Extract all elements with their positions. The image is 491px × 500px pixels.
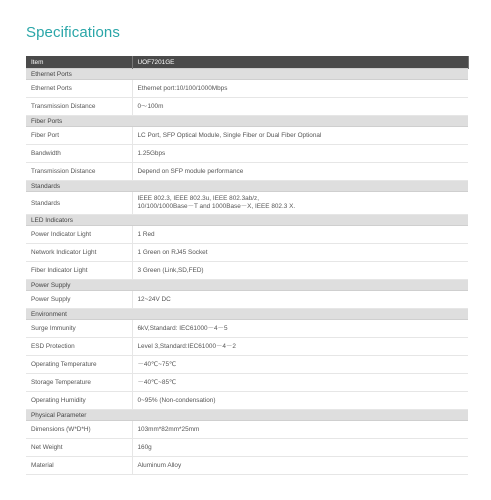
table-row — [26, 320, 468, 338]
row-label: Fiber Port — [26, 127, 132, 145]
row-value: LC Port, SFP Optical Module, Single Fiber or Dual Fiber Optional — [132, 127, 468, 145]
section-title: Ethernet Ports — [26, 69, 468, 80]
section-led-indicators — [26, 215, 468, 226]
row-value-line-1: IEEE 802.3, IEEE 802.3u, IEEE 802.3ab/z, — [137, 195, 260, 202]
row-label: Net Weight — [26, 439, 132, 457]
section-title: Standards — [26, 181, 468, 192]
table-row — [26, 98, 468, 116]
table-row — [26, 356, 468, 374]
section-fiber-ports — [26, 116, 468, 127]
row-value: 1 Red — [132, 226, 468, 244]
row-label: Storage Temperature — [26, 374, 132, 392]
section-physical-parameter — [26, 410, 468, 421]
row-label: Power Indicator Light — [26, 226, 132, 244]
table-row — [26, 338, 468, 356]
row-label: Transmission Distance — [26, 98, 132, 116]
row-value: 0~95% (Non-condensation) — [132, 392, 468, 410]
row-value: 6kV,Standard: IEC61000－4－5 — [132, 320, 468, 338]
header-item: Item — [26, 56, 132, 69]
row-value-line-2: 10/100/1000Base－T and 1000Base－X, IEEE 802.3 X. — [137, 203, 296, 210]
row-label: Transmission Distance — [26, 163, 132, 181]
row-label: Dimensions (W*D*H) — [26, 421, 132, 439]
section-title: Environment — [26, 309, 468, 320]
row-value: Depend on SFP module performance — [132, 163, 468, 181]
header-model: UOF7201GE — [132, 56, 468, 69]
row-label: Bandwidth — [26, 145, 132, 163]
table-row — [26, 421, 468, 439]
row-value: 12~24V DC — [132, 291, 468, 309]
row-value: 103mm*82mm*25mm — [132, 421, 468, 439]
table-row — [26, 291, 468, 309]
row-value: 0～100m — [132, 98, 468, 116]
table-header-row — [26, 56, 468, 69]
row-value: －40℃~75℃ — [132, 356, 468, 374]
row-label: ESD Protection — [26, 338, 132, 356]
page-title: Specifications — [26, 24, 120, 41]
row-label: Operating Temperature — [26, 356, 132, 374]
table-row — [26, 374, 468, 392]
spec-table — [26, 56, 469, 475]
table-row — [26, 262, 468, 280]
row-label: Fiber Indicator Light — [26, 262, 132, 280]
table-row — [26, 127, 468, 145]
table-row — [26, 192, 468, 215]
section-standards — [26, 181, 468, 192]
row-value: －40℃~85℃ — [132, 374, 468, 392]
section-title: Fiber Ports — [26, 116, 468, 127]
table-row — [26, 439, 468, 457]
row-label: Ethernet Ports — [26, 80, 132, 98]
row-label: Material — [26, 457, 132, 475]
section-title: Physical Parameter — [26, 410, 468, 421]
row-value: 160g — [132, 439, 468, 457]
section-title: LED Indicators — [26, 215, 468, 226]
section-ethernet-ports — [26, 69, 468, 80]
table-row — [26, 226, 468, 244]
row-value: Aluminum Alloy — [132, 457, 468, 475]
row-value: Ethernet port:10/100/1000Mbps — [132, 80, 468, 98]
table-row — [26, 80, 468, 98]
row-value — [132, 192, 468, 215]
row-label: Power Supply — [26, 291, 132, 309]
table-row — [26, 457, 468, 475]
row-label: Standards — [26, 192, 132, 215]
row-label: Surge Immunity — [26, 320, 132, 338]
row-label: Operating Humidity — [26, 392, 132, 410]
row-value: 3 Green (Link,SD,FED) — [132, 262, 468, 280]
row-value: 1.25Gbps — [132, 145, 468, 163]
row-value: 1 Green on RJ45 Socket — [132, 244, 468, 262]
table-row — [26, 392, 468, 410]
section-title: Power Supply — [26, 280, 468, 291]
table-row — [26, 244, 468, 262]
row-value: Level 3,Standard:IEC61000－4－2 — [132, 338, 468, 356]
row-label: Network Indicator Light — [26, 244, 132, 262]
section-power-supply — [26, 280, 468, 291]
table-row — [26, 163, 468, 181]
section-environment — [26, 309, 468, 320]
table-row — [26, 145, 468, 163]
